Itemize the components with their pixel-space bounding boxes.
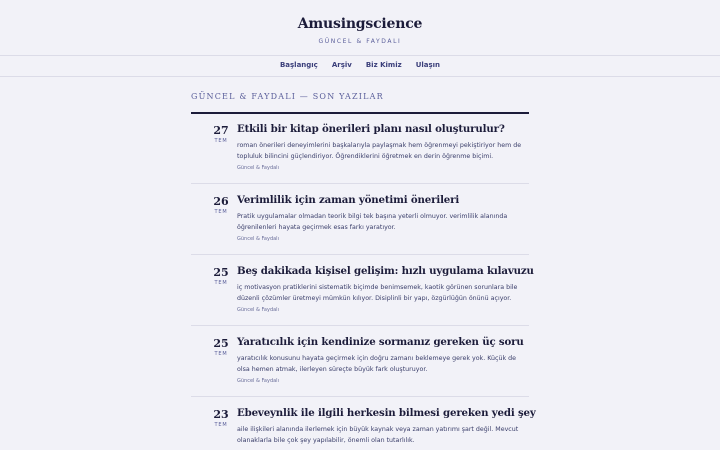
post-day: 26 bbox=[213, 195, 229, 208]
nav-item-archive[interactable]: Arşiv bbox=[331, 61, 352, 69]
post-category-link[interactable]: Güncel & Faydalı bbox=[237, 378, 279, 384]
post-item bbox=[191, 326, 529, 397]
post-title-link[interactable]: Beş dakikada kişisel gelişim: hızlı uygulama kılavuzu bbox=[237, 265, 534, 277]
site-header bbox=[0, 0, 720, 56]
post-item bbox=[191, 184, 529, 255]
post-date bbox=[205, 196, 237, 215]
nav-item-about[interactable]: Biz Kimiz bbox=[365, 61, 402, 69]
post-excerpt: iç motivasyon pratiklerini sistematik biçimde benimsemek, kaotik görünen sorunlara bile düzenli çözümler üretmeyi mümkün kılıyor. Disiplinli bir yapı, özgürlüğün önünü açıyor. bbox=[237, 284, 518, 302]
post-title-link[interactable]: Yaratıcılık için kendinize sormanız gereken üç soru bbox=[237, 336, 524, 348]
post-title-link[interactable]: Verimlilik için zaman yönetimi önerileri bbox=[237, 194, 460, 206]
nav-item-home[interactable]: Başlangıç bbox=[279, 61, 318, 69]
post-month: TEM bbox=[214, 209, 228, 215]
post-date bbox=[205, 267, 237, 286]
post-day: 27 bbox=[213, 124, 229, 137]
post-excerpt: Pratik uygulamalar olmadan teorik bilgi tek başına yeterli olmuyor. verimlilik alanında öğrenilenleri hayata geçirmek esas farkı yaratıyor. bbox=[237, 213, 508, 231]
post-day: 23 bbox=[213, 408, 229, 421]
post-month: TEM bbox=[214, 280, 228, 286]
site-title[interactable]: Amusingscience bbox=[297, 16, 423, 32]
post-date bbox=[205, 125, 237, 144]
post-date bbox=[205, 409, 237, 428]
nav-item-contact[interactable]: Ulaşın bbox=[415, 61, 441, 69]
section-title: GÜNCEL & FAYDALI — SON YAZILAR bbox=[191, 92, 384, 101]
post-excerpt: yaratıcılık konusunu hayata geçirmek için doğru zamanı beklemeye gerek yok. Küçük de olsa hemen atmak, ilerleyen süreçte büyük fark oluşturuyor. bbox=[237, 355, 516, 373]
post-day: 25 bbox=[213, 337, 229, 350]
post-item bbox=[191, 397, 536, 450]
post-day: 25 bbox=[213, 266, 229, 279]
post-excerpt: roman önerileri deneyimlerini başkalarıyla paylaşmak hem öğrenmeyi pekiştiriyor hem de topluluk bilincini güçlendiriyor. Öğrendiklerini öğretmek en derin öğrenme biçimi. bbox=[237, 142, 522, 160]
post-category-link[interactable]: Güncel & Faydalı bbox=[237, 236, 279, 242]
nav-divider bbox=[0, 76, 720, 77]
main-nav bbox=[0, 56, 720, 76]
post-month: TEM bbox=[214, 351, 228, 357]
post-excerpt: aile ilişkileri alanında ilerlemek için büyük kaynak veya zaman yatırımı şart değil. Mevcut olanaklarla bile çok şey yapılabilir, önemli olan tutarlılık. bbox=[237, 426, 519, 444]
post-category-link[interactable]: Güncel & Faydalı bbox=[237, 165, 279, 171]
post-title-link[interactable]: Etkili bir kitap önerileri planı nasıl oluşturulur? bbox=[237, 123, 505, 135]
post-category-link[interactable]: Güncel & Faydalı bbox=[237, 307, 279, 313]
site-tagline: GÜNCEL & FAYDALI bbox=[318, 38, 402, 45]
post-month: TEM bbox=[214, 138, 228, 144]
post-item bbox=[191, 113, 529, 184]
post-title-link[interactable]: Ebeveynlik ile ilgili herkesin bilmesi gereken yedi şey bbox=[237, 407, 536, 419]
post-month: TEM bbox=[214, 422, 228, 428]
post-item bbox=[191, 255, 534, 326]
post-date bbox=[205, 338, 237, 357]
